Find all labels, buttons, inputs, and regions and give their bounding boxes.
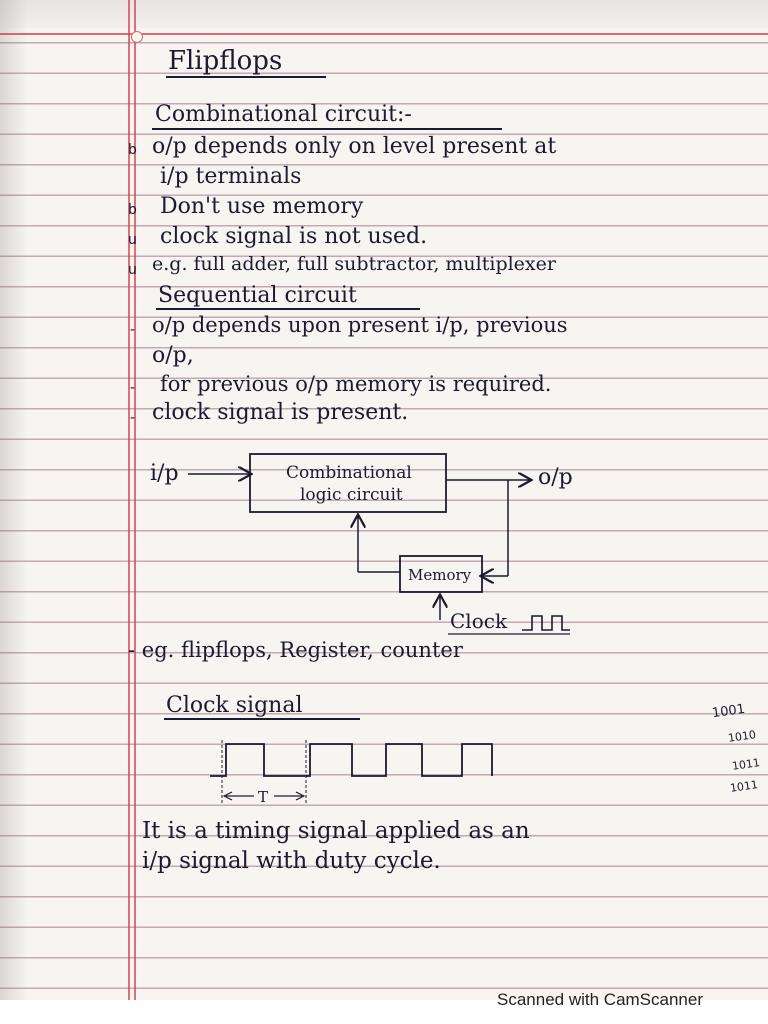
camscanner-watermark: Scanned with CamScanner	[497, 990, 704, 1009]
sequential-circuit-diagram	[150, 448, 610, 648]
page-top-band	[0, 0, 768, 28]
clock-description-line-1: It is a timing signal applied as an	[142, 818, 530, 844]
clock-waveform	[200, 732, 500, 812]
logic-circuit-label-1: Combinational	[286, 463, 412, 483]
bullet-marker: b	[128, 142, 137, 158]
combinational-heading-underline	[152, 128, 502, 130]
notebook-page: Flipflops Combinational circuit:- b o/p depends only on level present at i/p terminals b Don't use memory u clock signal is not used. u e.g. full adder, full subtractor, multiplexer Sequential circuit - o/p depends upon present i/p, previous o/p, - for previous o/p memory is required. - clock signal is present. i/p Combinational logic circuit o/p Memory Clock - eg. flipflops, Register, counter Clock signal T 1001 1010 1011 1011 It is a timing signal applied as an i/p signal with duty cycle.	[0, 0, 768, 1000]
binder-hole	[131, 31, 143, 43]
bullet-marker: u	[128, 262, 137, 278]
clock-signal-heading: Clock signal	[166, 693, 303, 718]
memory-label: Memory	[408, 566, 472, 584]
clock-description-line-2: i/p signal with duty cycle.	[142, 848, 441, 874]
title-underline	[166, 76, 326, 78]
sequential-heading-underline	[156, 308, 420, 310]
combinational-point-1-cont: i/p terminals	[160, 164, 302, 189]
combinational-point-1: o/p depends only on level present at	[152, 134, 557, 159]
clock-heading-underline	[164, 718, 360, 720]
diagram-output-label: o/p	[538, 465, 573, 490]
sequential-point-1: o/p depends upon present i/p, previous	[152, 313, 568, 337]
combinational-point-4: e.g. full adder, full subtractor, multiplexer	[152, 253, 556, 275]
top-margin-line	[0, 33, 768, 35]
sequential-heading: Sequential circuit	[158, 283, 357, 308]
page-title: Flipflops	[168, 46, 283, 76]
period-label: T	[258, 788, 269, 806]
sequential-point-2: for previous o/p memory is required.	[160, 372, 552, 396]
sequential-examples: - eg. flipflops, Register, counter	[128, 638, 463, 662]
diagram-input-label: i/p	[150, 461, 179, 486]
combinational-point-3: clock signal is not used.	[160, 224, 428, 249]
sequential-point-1-cont: o/p,	[152, 343, 194, 368]
combinational-point-2: Don't use memory	[160, 194, 364, 219]
bullet-marker: b	[128, 202, 137, 218]
margin-binary-doodle: 1001 1010 1011 1011	[711, 701, 761, 795]
clock-pulse-icon	[522, 616, 570, 630]
combinational-heading: Combinational circuit:-	[155, 102, 412, 127]
bullet-marker: u	[128, 232, 137, 248]
square-wave	[210, 744, 492, 776]
logic-circuit-label-2: logic circuit	[300, 485, 403, 505]
clock-label: Clock	[450, 609, 508, 633]
page-left-shadow	[0, 0, 28, 1000]
sequential-point-3: clock signal is present.	[152, 400, 409, 425]
